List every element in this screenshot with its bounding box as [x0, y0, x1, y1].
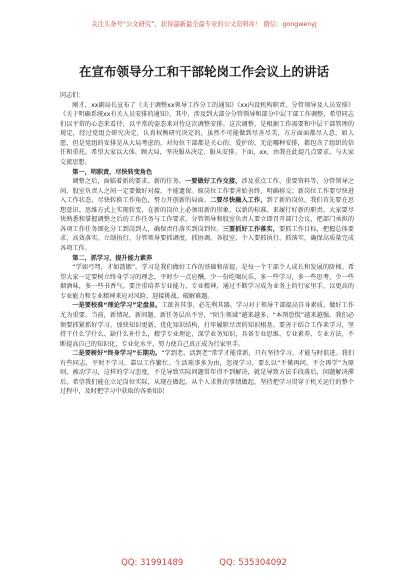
section-heading-2: 第二，抓学习，提升能力素养 [72, 254, 153, 262]
document-body [60, 91, 354, 397]
footer-contact [0, 557, 408, 569]
bold-run: 一要做好工作交接， [185, 178, 242, 186]
paragraph-theory [60, 301, 354, 349]
header-banner: 关注头条号“公文研究”，获得最新最全最专业的公文资料库！ 微信：gongwenyj [91, 21, 317, 28]
text-run: 工欲善其事，必先利其器。学习对于领导干部提高自身素质、做好工作尤为重要。当前，新情况、新问题、新任务层出不穷，“陌生领域”越来越多，“本领恐慌”越来越强。我们必须要抓紧抓好学习，加快知识更新、优化知识结构，打牢履职尽责的知识根基。要善于结合工作来学习，坚持干什么学什么、缺什么补什么，精学专业理论，深学业务知识，具备专业思维、专业素养、专业方法，不断提高自己的知识化、专业化水平，努力使自己真正成为行家里手。 [60, 302, 354, 348]
bold-run: 三要抓好工作落实， [222, 225, 279, 233]
paragraph-duties [60, 177, 354, 254]
section-heading-1: 第一，明职责，尽快转变角色 [72, 168, 153, 176]
qq-contact-2: QQ: 535304092 [219, 558, 287, 568]
text-run: 到了新的岗位，我们首先要在思想意识、思维方式上实现转变，在新的岗位上必须用新的形象、以新的标准、来履行好新的职责。大家要尽快熟悉和掌握调整之后的工作任务与工作要求，分管领导和股室负责人要立即召开部门会议，把部门承担的各项工作任务细化分工到岗到人，确保责任落实到岗到位。 [60, 197, 354, 233]
salutation: 同志们： [60, 92, 85, 99]
document-title: 在宣布领导分工和干部轮岗工作会议上的讲话 [78, 64, 329, 79]
bold-run: 二要尽快融入工作， [210, 197, 267, 205]
text-run: 涉及重点工作、重要资料等，分管领导之间、股室负责人之间一定要做好对接，不能遗留。原岗位工作要善始善终，明确移交；新岗位工作要尽快进入工作状态，尽快转换工作角色，努力开创新的局面。 [60, 178, 354, 205]
paragraph-intro: 刚才，xx副局长宣布了《关于调整xx领导工作分工的通知》《xx内设机构职责、分管领导及人员安排》《关于明确系统xx有关人员安排的通知》，其中，涉及到大部分分管领导和部分中层干部工作调整，希望同志们以平常的心态来看待，以平常的姿态来对待这次调整安排。这次调整，是根据工作需要和中层干部管理的规定，经过党组会研究决定，认真权衡研究决定的，虽然不可能做到尽善尽美，方方面面都尽人意，如人愿，但是党组的安排是从大局考虑的，对每位干部都是关心的、爱护的，无论哪种安排，都包含了组织的信任和重托。希望大家以大体、顾大局，坚决服从决定、服从安排。下面，xx，由我在此提几点要求，与大家交流思想。 [60, 101, 354, 166]
bold-run: 一是要校准“理论学习”定盘星。 [72, 302, 162, 310]
text-run: 调整之后，面临着新的要求、新的任务。 [72, 178, 186, 186]
qq-contact-1: QQ: 31991489 [121, 558, 184, 568]
text-run: “学到老、活到老”常学才能常新，只有坚持学习，才能与时俱进。我们有些同志，平时不学习，靠以工作繁忙、生活琐事多为由，忽视学习，要么以“不懂再问、不会再学”为原则，被动学习，这样的学习态度，不是导致实际问题常年得不到解决，就是导致方法手段落后，问题解决滞后。希望我们能在立足岗位实际，从现在做起，从个人求胜的事情做起，坚持把学习贯穿于机关运行的整个过程中，及时把学习中获取的各类知识 [60, 350, 354, 396]
paragraph-learning: “学如弓弩，才如箭镞”。学习是我们做好工作的基础和前提，是每一个干部个人成长和发展的阶梯。希望大家一定要树立终身学习的理念，平时少一点应酬，少一份吃喝玩乐，多一些学习，多一些思考，少一些烟酒味，多一些书香气。要注重培养专业能力、专业精神，通过不断学习成为业务上的行家里手，以更高的专业能力和专业精神来应对风险、迎接挑战、破解难题。 [60, 264, 354, 300]
bold-run: 二是要树好“终身学习”长期功。 [72, 350, 162, 358]
paragraph-lifelong [60, 349, 354, 397]
text-run: 要抓工作目标，把握总体要求，高效落实。立制执行，分管领导要抓调度，抓协调，各股室、个人要抓执行、抓落实，确保高质量完成各项工作。 [60, 225, 354, 252]
